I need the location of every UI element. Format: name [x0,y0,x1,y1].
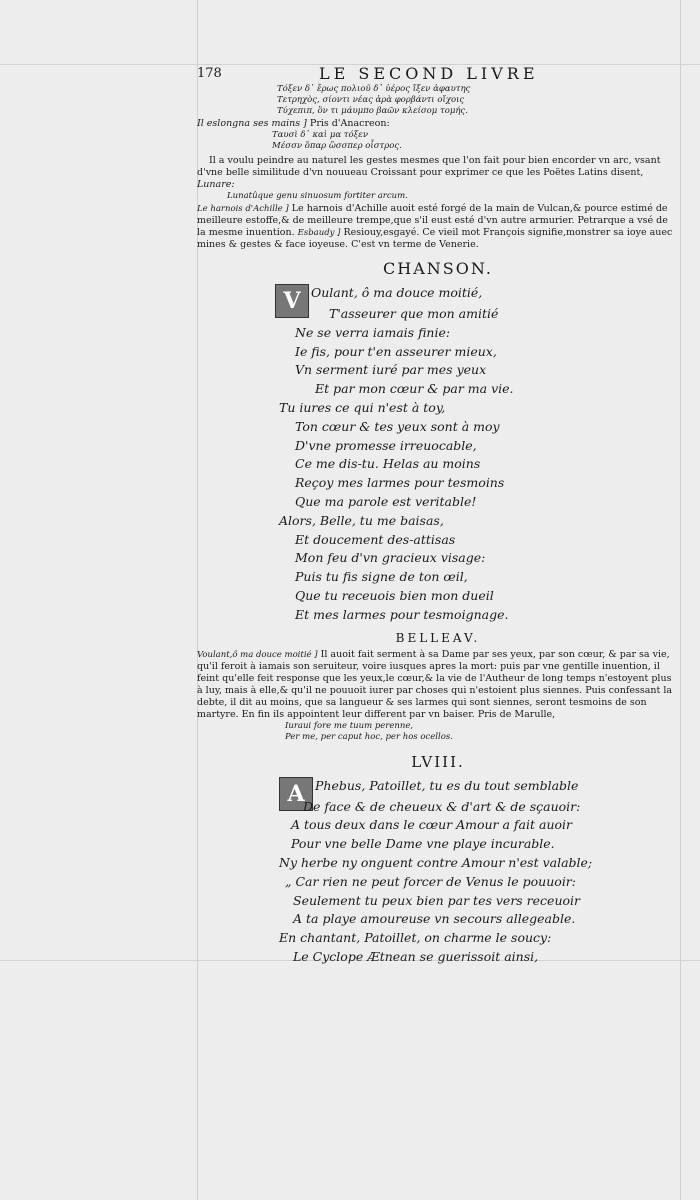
note-text: Il a voulu peindre au naturel les gestes mesmes que l'on fait pour bien encorder vn arc, vsant d'vne belle similitude d'vn nouueau Croissant pour exprimer ce que les Poëtes Latins disent, [197,155,661,178]
poem-line: Et mes larmes pour tesmoignage. [295,606,509,622]
poem-line: Le Cyclope Ætnean se guerissoit ainsi, [293,948,539,964]
poem-line: Tu iures ce qui n'est à toy, [279,399,446,415]
poem-line: Alors, Belle, tu me baisas, [279,512,444,528]
note-text: Pris de Marulle, [477,708,556,720]
poem-line: Reçoy mes larmes pour tesmoins [295,475,505,491]
greek-quote [197,130,679,152]
poem-title: CHANSON. [383,259,493,278]
drop-cap: A [279,777,313,811]
running-title: LE SECOND LIVRE [319,64,539,83]
commentary-note [197,118,679,130]
note-text: Le harnois d'Achille auoit esté forgé de la main de Vulcan,& pource estimé de meilleure estoffe,& de meilleure trempe,que s'il eust esté d'vn autre armurier. Petrarque a vsé de la mesme inuention. [197,203,668,238]
greek-line: Τύχεπιπ, ὃν τι μάυμπο βαῶν κλείσομ τομής. [277,106,468,116]
greek-quote [197,84,679,117]
greek-line: Τόξεν δ᾽ ἔρως πολιοῦ δ᾽ ὑέρος ἴξεν ἀφαυτης [277,84,471,94]
latin-quote [197,721,679,743]
lemma: Le harnois d'Achille ] [197,204,289,214]
poem-line: Que tu receuois bien mon dueil [295,587,494,603]
commentator-heading: BELLEAV. [395,630,481,645]
poem-line: Mon feu d'vn gracieux visage: [295,550,486,566]
latin-line: Per me, per caput hoc, per hos ocellos. [285,731,453,742]
poem-line: Puis tu fis signe de ton œil, [295,569,468,585]
note-text: Pris d'Anacreon: [309,118,390,129]
book-page [197,60,679,967]
poem-line: Pour vne belle Dame vne playe incurable. [291,836,555,852]
poem-line: Vn serment iuré par mes yeux [295,362,487,378]
lemma: Esbaudy ] [297,228,341,238]
lemma: Voulant,ô ma douce moitié ] [197,649,318,660]
commentary-paragraph [197,155,679,191]
page-header [197,60,679,84]
poem-line: Oulant, ô ma douce moitié, [311,285,483,300]
page-edge-line [680,0,681,1200]
poem-line: Phebus, Patoillet, tu es du tout semblable [315,777,579,793]
latin-quote: Lunatûque genu sinuosum fortiter arcum. [227,191,408,201]
poem-line: Ne se verra iamais finie: [295,324,451,340]
drop-cap: V [275,284,309,318]
poem-line: Seulement tu peux bien par tes vers receuoir [293,892,580,908]
poem-line: En chantant, Patoillet, on charme le soucy: [279,930,552,946]
poem-line: Ce me dis-tu. Helas au moins [295,456,481,472]
sonnet-poem [279,777,679,967]
lemma: Il eslongna ses mains ] [197,118,307,129]
sonnet-number: LVIII. [411,752,465,771]
poem-line: A tous deux dans le cœur Amour a fait auoir [291,817,572,833]
poem-line: D'vne promesse irreuocable, [295,437,477,453]
poem-line: De face & de cheueux & d'art & de sçauoir: [303,798,581,814]
lemma: Lunare: [197,179,235,190]
poem-line: Que ma parole est veritable! [295,493,477,509]
poem-line: Ie fis, pour t'en asseurer mieux, [295,343,497,359]
poem-line: T'asseurer que mon amitié [329,306,499,321]
page-number: 178 [197,66,222,81]
latin-line: Iuraui fore me tuum perenne, [285,720,414,731]
poem-line: „ Car rien ne peut forcer de Venus le pouuoir: [285,873,576,889]
greek-line: Μέσσν ὅπαρ ὥσσπερ οἶστρος. [272,141,402,151]
poem-line: Ny herbe ny onguent contre Amour n'est valable; [279,854,593,870]
commentary-paragraph [197,203,679,251]
chanson-poem [275,284,679,625]
note-text: Il auoit fait serment à sa Dame par ses yeux, par son cœur, & par sa vie, qu'il feroit à iamais son seruiteur, voire iusques apres la mort: puis par vne gentille inuention, il feint qu'elle feit response que les yeux,le cœur,& la vie de l'Autheur de long temps n'estoyent plus à luy, mais à elle,& qu'il ne pouuoit iurer par choses qui n'estoient plus siennes. Puis confessant la debte, il dit au moins, que sa langueur & ses larmes qui sont siennes, seront tesmoins de son martyre. En fin ils appointent leur different par vn baiser. [197,648,673,720]
poem-line: A ta playe amoureuse vn secours allegeable. [293,911,576,927]
greek-line: Ταυσὶ δ᾽ καὶ μα τόξεν [272,130,369,140]
greek-line: Τετρηχὸς, σίοντι νέας ἀρὰ φορβάντι οἴχοις [277,95,465,105]
commentary-paragraph [197,649,679,721]
note-text: Resiouy,esgayé. Ce vieil mot François signifie,monstrer sa ioye auec mines & gestes & face ioyeuse. C'est vn terme de Venerie. [197,227,673,250]
poem-line: Ton cœur & tes yeux sont à moy [295,418,500,434]
poem-line: Et doucement des-attisas [295,531,456,547]
poem-line: Et par mon cœur & par ma vie. [315,381,514,397]
